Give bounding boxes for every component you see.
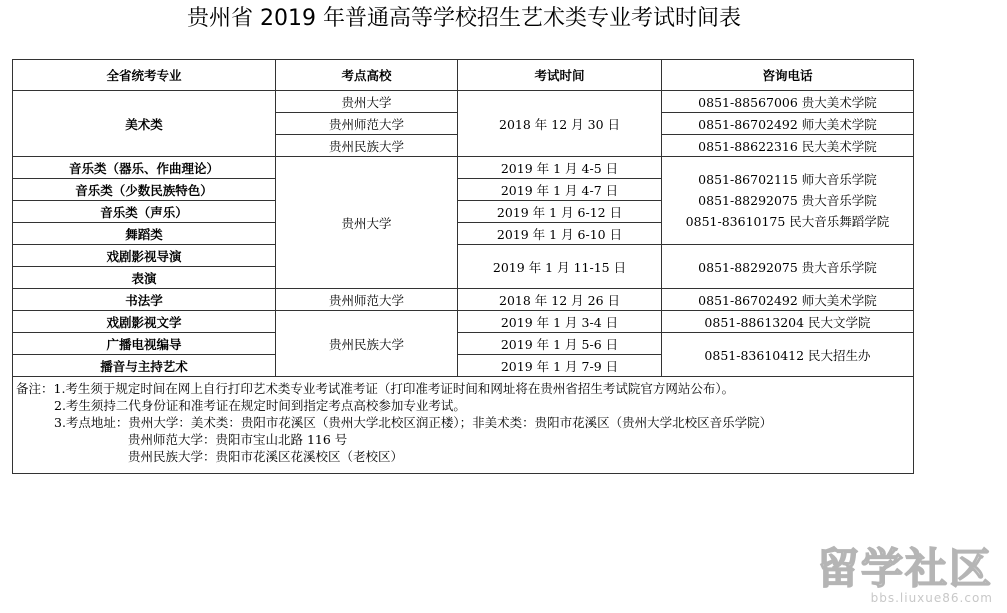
phone-cell: 0851-83610412 民大招生办 [662, 333, 914, 377]
phone-cell: 0851-86702492 师大美术学院 [662, 289, 914, 311]
date-cell: 2019 年 1 月 6-12 日 [458, 201, 662, 223]
major-cell: 戏剧影视导演 [13, 245, 276, 267]
date-cell: 2019 年 1 月 5-6 日 [458, 333, 662, 355]
date-cell: 2019 年 1 月 11-15 日 [458, 245, 662, 289]
header-row [13, 60, 914, 91]
major-cell: 音乐类（少数民族特色） [13, 179, 276, 201]
school-cell: 贵州大学 [276, 157, 458, 289]
phone-cell: 0851-88567006 贵大美术学院 [662, 91, 914, 113]
header-phone: 咨询电话 [662, 60, 914, 91]
school-cell: 贵州大学 [276, 91, 458, 113]
note-line: 贵州民族大学：贵阳市花溪区花溪校区（老校区） [128, 449, 404, 464]
schedule-table [12, 59, 914, 474]
phone-line: 0851-86702115 师大音乐学院 [698, 172, 877, 187]
watermark-logo: 留学社区 [816, 544, 993, 593]
table-row [13, 289, 914, 311]
table-row [13, 157, 914, 179]
date-cell: 2019 年 1 月 6-10 日 [458, 223, 662, 245]
major-cell: 戏剧影视文学 [13, 311, 276, 333]
notes-cell [13, 377, 914, 474]
notes-row [13, 377, 914, 474]
watermark [816, 544, 993, 605]
date-cell: 2019 年 1 月 3-4 日 [458, 311, 662, 333]
major-cell: 音乐类（声乐） [13, 201, 276, 223]
phone-line: 0851-83610175 民大音乐舞蹈学院 [685, 214, 890, 229]
phone-cell [662, 157, 914, 245]
header-date: 考试时间 [458, 60, 662, 91]
major-cell: 书法学 [13, 289, 276, 311]
note-line: 备注：1.考生须于规定时间在网上自行打印艺术类专业考试准考证（打印准考证时间和网址将在贵州省招生考试院官方网站公布）。 [16, 381, 735, 396]
watermark-url: bbs.liuxue86.com [870, 591, 993, 605]
date-cell: 2019 年 1 月 4-5 日 [458, 157, 662, 179]
major-cell: 舞蹈类 [13, 223, 276, 245]
phone-cell: 0851-88292075 贵大音乐学院 [662, 245, 914, 289]
school-cell: 贵州师范大学 [276, 289, 458, 311]
table-row [13, 311, 914, 333]
school-cell: 贵州民族大学 [276, 135, 458, 157]
header-major: 全省统考专业 [13, 60, 276, 91]
school-cell: 贵州民族大学 [276, 311, 458, 377]
table-row [13, 333, 914, 355]
major-cell: 表演 [13, 267, 276, 289]
major-cell: 美术类 [13, 91, 276, 157]
phone-line: 0851-88292075 贵大音乐学院 [698, 193, 877, 208]
date-cell: 2018 年 12 月 26 日 [458, 289, 662, 311]
note-line: 2.考生须持二代身份证和准考证在规定时间到指定考点高校参加专业考试。 [54, 398, 466, 413]
date-cell: 2019 年 1 月 4-7 日 [458, 179, 662, 201]
table-row [13, 91, 914, 113]
table-row [13, 245, 914, 267]
major-cell: 播音与主持艺术 [13, 355, 276, 377]
date-cell: 2019 年 1 月 7-9 日 [458, 355, 662, 377]
major-cell: 广播电视编导 [13, 333, 276, 355]
school-cell: 贵州师范大学 [276, 113, 458, 135]
phone-cell: 0851-88622316 民大美术学院 [662, 135, 914, 157]
date-cell: 2018 年 12 月 30 日 [458, 91, 662, 157]
phone-cell: 0851-86702492 师大美术学院 [662, 113, 914, 135]
note-line: 贵州师范大学：贵阳市宝山北路 116 号 [128, 432, 348, 447]
major-cell: 音乐类（器乐、作曲理论） [13, 157, 276, 179]
page-title: 贵州省 2019 年普通高等学校招生艺术类专业考试时间表 [187, 6, 741, 31]
note-line: 3.考点地址：贵州大学：美术类：贵阳市花溪区（贵州大学北校区润正楼）；非美术类：贵阳市花溪区（贵州大学北校区音乐学院） [54, 415, 773, 430]
phone-cell: 0851-88613204 民大文学院 [662, 311, 914, 333]
header-school: 考点高校 [276, 60, 458, 91]
